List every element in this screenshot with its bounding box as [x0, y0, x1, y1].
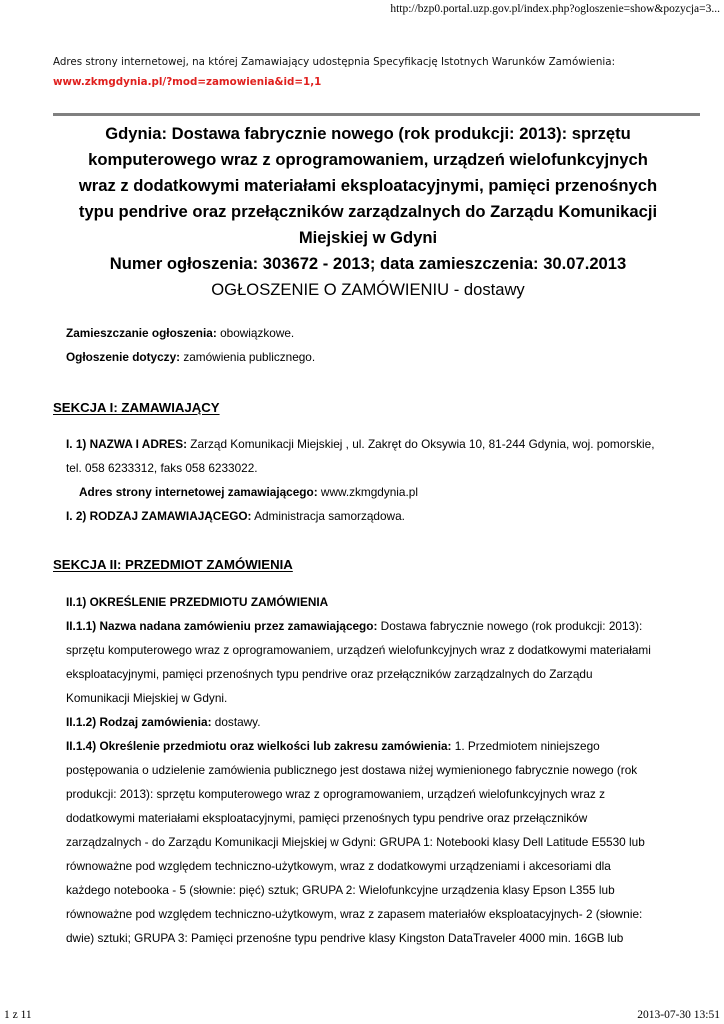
title-line: Gdynia: Dostawa fabrycznie nowego (rok produkcji: 2013): sprzętu: [105, 124, 631, 143]
placement-row: [66, 326, 315, 340]
notice-title: [53, 121, 683, 251]
order-scope-line: 1. Przedmiotem niniejszego: [451, 739, 600, 753]
siwz-note-label: Adres strony internetowej, na której Zamawiający udostępnia Specyfikację Istotnych Warunków Zamówienia:: [53, 56, 616, 68]
order-name-row: [66, 614, 686, 638]
order-kind-row: [66, 710, 686, 734]
print-datetime: 2013-07-30 13:51: [637, 1009, 720, 1021]
order-scope-line: produkcji: 2013): sprzętu komputerowego wraz z oprogramowaniem, urządzeń wielofunkcyjnych wraz z: [66, 787, 605, 801]
section-1-heading: SEKCJA I: ZAMAWIAJĄCY: [53, 400, 220, 415]
order-scope-line: równoważne pod względem techniczno-użytkowym, wraz z dodatkowymi urządzeniami i akcesoriami dla: [66, 859, 611, 873]
order-name-label: II.1.1) Nazwa nadana zamówieniu przez zamawiającego:: [66, 619, 378, 633]
section-2-heading: SEKCJA II: PRZEDMIOT ZAMÓWIENIA: [53, 557, 293, 572]
type-label: I. 2) RODZAJ ZAMAWIAJĄCEGO:: [66, 509, 252, 523]
order-scope-line: równoważne pod względem techniczno-użytkowym, wraz z zapasem materiałów eksploatacyjnych- 2 (słownie:: [66, 907, 643, 921]
order-name-line: Komunikacji Miejskiej w Gdyni.: [66, 691, 228, 705]
concerns-row: [66, 350, 315, 364]
title-line: Miejskiej w Gdyni: [298, 228, 438, 247]
concerns-label: Ogłoszenie dotyczy:: [66, 350, 181, 364]
website-value[interactable]: www.zkmgdynia.pl: [317, 485, 418, 499]
section-2-body: [66, 590, 686, 950]
type-value: Administracja samorządowa.: [251, 509, 405, 523]
siwz-note: [53, 56, 615, 88]
title-line: typu pendrive oraz przełączników zarządzalnych do Zarządu Komunikacji: [78, 202, 658, 221]
title-line: wraz z dodatkowymi materiałami eksploatacyjnymi, pamięci przenośnych: [78, 176, 658, 195]
notice-meta: [66, 326, 315, 374]
subject-subheading: [66, 590, 686, 614]
placement-label: Zamieszczanie ogłoszenia:: [66, 326, 217, 340]
page-counter: 1 z 11: [4, 1009, 32, 1021]
order-scope-line: zarządzalnych - do Zarządu Komunikacji Miejskiej w Gdyni: GRUPA 1: Notebooki klasy Dell Latitude E5530 lub: [66, 835, 645, 849]
order-scope-line: postępowania o udzielenie zamówienia publicznego jest dostawa niżej wymienionego fabrycznie nowego (rok: [66, 763, 638, 777]
order-name-line: sprzętu komputerowego wraz z oprogramowaniem, urządzeń wielofunkcyjnych wraz z dodatkowymi materiałami: [66, 643, 651, 657]
section-1-body: [66, 432, 686, 528]
contact-row: tel. 058 6233312, faks 058 6233022.: [66, 461, 258, 475]
name-label: I. 1) NAZWA I ADRES:: [66, 437, 188, 451]
notice-number: Numer ogłoszenia: 303672 - 2013; data zamieszczenia: 30.07.2013: [109, 254, 627, 273]
order-scope-row: [66, 734, 686, 758]
siwz-link[interactable]: www.zkmgdynia.pl/?mod=zamowienia&id=1,1: [53, 76, 322, 88]
order-scope-line: dodatkowymi materiałami eksploatacyjnymi, pamięci przenośnych typu pendrive oraz przełączników: [66, 811, 588, 825]
concerns-value: zamówienia publicznego.: [180, 350, 316, 364]
order-scope-line: każdego notebooka - 5 (słownie: pięć) sztuk; GRUPA 2: Wielofunkcyjne urządzenia klasy Epson L355 lub: [66, 883, 615, 897]
type-row: [66, 504, 686, 528]
website-label: Adres strony internetowej zamawiającego:: [79, 485, 318, 499]
order-name-line: Dostawa fabrycznie nowego (rok produkcji: 2013):: [377, 619, 643, 633]
subheading-text: II.1) OKREŚLENIE PRZEDMIOTU ZAMÓWIENIA: [66, 595, 329, 609]
notice-title-block: [53, 121, 683, 303]
name-value: Zarząd Komunikacji Miejskiej , ul. Zakręt do Oksywia 10, 81-244 Gdynia, woj. pomorskie,: [187, 437, 655, 451]
order-kind-label: II.1.2) Rodzaj zamówienia:: [66, 715, 212, 729]
order-scope-label: II.1.4) Określenie przedmiotu oraz wielkości lub zakresu zamówienia:: [66, 739, 452, 753]
title-line: komputerowego wraz z oprogramowaniem, urządzeń wielofunkcyjnych: [88, 150, 648, 169]
placement-value: obowiązkowe.: [216, 326, 295, 340]
contracting-name-row: [66, 432, 686, 456]
notice-subtitle: OGŁOSZENIE O ZAMÓWIENIU - dostawy: [211, 280, 525, 299]
horizontal-rule: [53, 113, 700, 116]
print-header-url: http://bzp0.portal.uzp.gov.pl/index.php?ogloszenie=show&pozycja=3...: [390, 3, 720, 15]
order-name-line: eksploatacyjnymi, pamięci przenośnych typu pendrive oraz przełączników zarządzalnych do Zarządu: [66, 667, 593, 681]
order-kind-value: dostawy.: [211, 715, 261, 729]
order-scope-line: dwie) sztuki; GRUPA 3: Pamięci przenośne typu pendrive klasy Kingston DataTraveler 4000 min. 16GB lub: [66, 931, 624, 945]
website-row: [66, 480, 686, 504]
